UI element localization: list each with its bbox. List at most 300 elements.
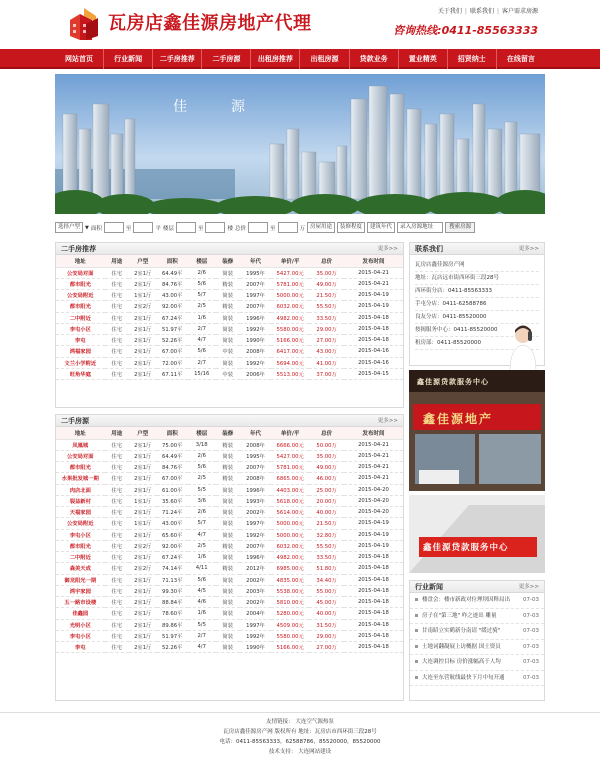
- cell-unit-price: 6417.00元: [271, 346, 309, 357]
- cell-layout: 2室1厅: [129, 335, 157, 346]
- news-title-text[interactable]: 大连至东营航线最快下月中旬开通: [422, 674, 505, 681]
- cell-decor: 简装: [216, 323, 240, 334]
- cell-total: 49.00万: [309, 462, 344, 473]
- cell-unit-price: 5580.00元: [271, 630, 309, 641]
- cell-unit-price: 5614.00元: [271, 507, 309, 518]
- news-list: [410, 593, 544, 686]
- cell-address[interactable]: 光明小区: [56, 619, 105, 630]
- cell-address[interactable]: 旺角华庭: [56, 368, 105, 379]
- cell-decor: 精装: [216, 462, 240, 473]
- cell-decor: 简装: [216, 357, 240, 368]
- news-item[interactable]: [410, 640, 544, 656]
- cell-usage: 住宅: [105, 346, 129, 357]
- nav-rent[interactable]: 出租房源: [300, 49, 349, 69]
- cell-unit-price: 5538.00元: [271, 585, 309, 596]
- cell-layout: 2室1厅: [129, 267, 157, 278]
- cell-date: 2015-04-18: [344, 597, 403, 608]
- bullet-icon: [415, 676, 418, 679]
- cell-area: 84.76平: [157, 462, 188, 473]
- news-title-text[interactable]: 房子在"第三地" 咋之迹出 雕量: [422, 612, 497, 619]
- news-more-link[interactable]: 更多>>: [518, 584, 539, 590]
- news-title-text[interactable]: 楼盘会：楼市新政对位理坝因释局出: [422, 597, 511, 603]
- cell-date: 2015-04-21: [344, 450, 403, 461]
- cell-area: 64.49平: [157, 267, 188, 278]
- cell-address[interactable]: 森美天成: [56, 563, 105, 574]
- table-row[interactable]: [56, 630, 403, 641]
- cell-date: 2015-04-19: [344, 518, 403, 529]
- cell-area: 67.24平: [157, 312, 188, 323]
- cell-year: 1992年: [240, 357, 271, 368]
- logo-icon[interactable]: [66, 6, 102, 42]
- cell-total: 43.00万: [309, 346, 344, 357]
- cell-year: 1992年: [240, 323, 271, 334]
- price-min-input[interactable]: [248, 222, 268, 233]
- customer-service-person-image: [506, 323, 540, 371]
- cell-layout: 2室2厅: [129, 301, 157, 312]
- table-row[interactable]: [56, 529, 403, 540]
- table-row[interactable]: [56, 552, 403, 563]
- cell-layout: 2室1厅: [129, 450, 157, 461]
- cell-usage: 住宅: [105, 529, 129, 540]
- contact-line: 瓦房店鑫佳源房产网: [415, 259, 539, 272]
- cell-date: 2015-04-19: [344, 540, 403, 551]
- floor-unit-label: 楼: [227, 225, 233, 232]
- cell-unit-price: 5810.00元: [271, 597, 309, 608]
- cell-address[interactable]: 公安局对面: [56, 450, 105, 461]
- table-row[interactable]: [56, 619, 403, 630]
- contact-title: 联系我们: [415, 245, 443, 253]
- cell-floor: 1/6: [188, 608, 216, 619]
- col-date: 发布时间: [344, 255, 403, 267]
- cell-floor: 2/6: [188, 450, 216, 461]
- table-row[interactable]: [56, 642, 403, 653]
- cell-decor: 简装: [216, 619, 240, 630]
- cell-address[interactable]: 五一路市设楼: [56, 597, 105, 608]
- cell-area: 75.00平: [157, 439, 188, 450]
- cell-date: 2015-04-15: [344, 368, 403, 379]
- cell-unit-price: 6032.00元: [271, 540, 309, 551]
- cell-layout: 2室1厅: [129, 484, 157, 495]
- cell-decor: 简装: [216, 642, 240, 653]
- cell-date: 2015-04-20: [344, 507, 403, 518]
- cell-layout: 2室1厅: [129, 552, 157, 563]
- loan-center-storefront-image[interactable]: [409, 370, 545, 491]
- cell-address[interactable]: 都市阳光: [56, 301, 105, 312]
- cell-area: 64.49平: [157, 450, 188, 461]
- house-type-select[interactable]: 选择户型: [55, 222, 83, 233]
- cell-layout: 2室1厅: [129, 312, 157, 323]
- cell-date: 2015-04-18: [344, 335, 403, 346]
- nav-agents[interactable]: 置业精英: [399, 49, 448, 69]
- cell-area: 89.86平: [157, 619, 188, 630]
- cell-unit-price: 5166.00元: [271, 642, 309, 653]
- address-input[interactable]: 录入房源地址: [397, 222, 443, 233]
- news-title-text[interactable]: 甘南昭立实鹤新分南请 "缓过骑": [422, 628, 501, 634]
- cell-unit-price: 5513.00元: [271, 368, 309, 379]
- cell-unit-price: 4403.00元: [271, 484, 309, 495]
- cell-area: 78.60平: [157, 608, 188, 619]
- cell-address[interactable]: 鸿宇家园: [56, 585, 105, 596]
- cell-layout: 2室1厅: [129, 619, 157, 630]
- cell-address[interactable]: 公安局对面: [56, 267, 105, 278]
- cell-year: 2003年: [240, 585, 271, 596]
- cell-area: 51.97平: [157, 323, 188, 334]
- news-item[interactable]: [410, 671, 544, 687]
- cell-layout: 2室1厅: [129, 608, 157, 619]
- cell-address[interactable]: 天福家园: [56, 507, 105, 518]
- year-select[interactable]: 建筑年代: [367, 222, 395, 233]
- table-row[interactable]: [56, 518, 403, 529]
- cell-date: 2015-04-16: [344, 346, 403, 357]
- table-row[interactable]: [56, 301, 403, 312]
- table-row[interactable]: [56, 473, 403, 484]
- cell-usage: 住宅: [105, 597, 129, 608]
- cell-layout: 2室1厅: [129, 473, 157, 484]
- ad1-top-sign: 鑫佳源贷款服务中心: [417, 378, 489, 386]
- contact-more-link[interactable]: 更多>>: [518, 246, 539, 252]
- cell-usage: 住宅: [105, 439, 129, 450]
- cell-layout: 1室1厅: [129, 518, 157, 529]
- table-row[interactable]: [56, 597, 403, 608]
- cell-layout: 2室1厅: [129, 642, 157, 653]
- cell-usage: 住宅: [105, 563, 129, 574]
- cell-address[interactable]: 都市阳光: [56, 278, 105, 289]
- cell-address[interactable]: 御龙阳光一期: [56, 574, 105, 585]
- col-decor: 装修: [216, 427, 240, 439]
- cell-layout: 2室1厅: [129, 529, 157, 540]
- banner-text-left: 佳: [173, 99, 189, 115]
- cell-address[interactable]: 二中附近: [56, 552, 105, 563]
- cell-area: 74.14平: [157, 563, 188, 574]
- cell-decor: 简装: [216, 450, 240, 461]
- cell-usage: 住宅: [105, 552, 129, 563]
- cell-area: 51.97平: [157, 630, 188, 641]
- table-row[interactable]: [56, 335, 403, 346]
- cell-address[interactable]: 公安局附近: [56, 518, 105, 529]
- floor-min-input[interactable]: [176, 222, 196, 233]
- cell-area: 52.26平: [157, 642, 188, 653]
- listings-table-body: [56, 439, 403, 653]
- cell-unit-price: 5427.00元: [271, 267, 309, 278]
- cell-area: 71.13平: [157, 574, 188, 585]
- cell-date: 2015-04-19: [344, 301, 403, 312]
- cell-address[interactable]: 李屯小区: [56, 630, 105, 641]
- loan-service-banner-image[interactable]: [409, 495, 545, 573]
- cell-decor: 精装: [216, 301, 240, 312]
- cell-floor: 5/6: [188, 462, 216, 473]
- cell-address[interactable]: 公安局附近: [56, 290, 105, 301]
- cell-year: 2008年: [240, 346, 271, 357]
- news-title-text[interactable]: 土地词翻凝展上访概据 国土资员: [422, 643, 501, 650]
- cell-year: 2006年: [240, 368, 271, 379]
- bullet-icon: [415, 614, 418, 617]
- decor-select[interactable]: 装修程度: [337, 222, 365, 233]
- listings-header-row: [56, 427, 403, 439]
- cell-decor: 简装: [216, 290, 240, 301]
- table-row[interactable]: [56, 484, 403, 495]
- cell-unit-price: 5781.00元: [271, 462, 309, 473]
- table-row[interactable]: [56, 357, 403, 368]
- cell-usage: 住宅: [105, 574, 129, 585]
- cell-year: 2007年: [240, 301, 271, 312]
- cell-total: 37.00万: [309, 368, 344, 379]
- cell-unit-price: 6666.00元: [271, 439, 309, 450]
- news-item[interactable]: [410, 655, 544, 671]
- banner-image: [55, 74, 545, 214]
- cell-unit-price: 5000.00元: [271, 290, 309, 301]
- cell-floor: 2/6: [188, 507, 216, 518]
- cell-decor: 简装: [216, 484, 240, 495]
- news-panel: [409, 580, 545, 701]
- banner-text-right: 源: [231, 99, 247, 115]
- cell-year: 1997年: [240, 619, 271, 630]
- cell-address[interactable]: 都市阳光: [56, 462, 105, 473]
- cell-usage: 住宅: [105, 357, 129, 368]
- area-max-input[interactable]: [133, 222, 153, 233]
- cell-total: 20.00万: [309, 495, 344, 506]
- cell-floor: 2/7: [188, 630, 216, 641]
- cell-usage: 住宅: [105, 642, 129, 653]
- cell-decor: 简装: [216, 335, 240, 346]
- table-row[interactable]: [56, 439, 403, 450]
- cell-date: 2015-04-18: [344, 642, 403, 653]
- cell-usage: 住宅: [105, 484, 129, 495]
- news-date: 07-03: [523, 643, 539, 650]
- cell-unit-price: 6985.00元: [271, 563, 309, 574]
- cell-unit-price: 5000.00元: [271, 518, 309, 529]
- cell-decor: 简装: [216, 507, 240, 518]
- nav-loan[interactable]: 贷款业务: [350, 49, 399, 69]
- col-date: 发布时间: [344, 427, 403, 439]
- cell-layout: 1室1厅: [129, 290, 157, 301]
- cell-date: 2015-04-21: [344, 439, 403, 450]
- cell-address[interactable]: 佳鑫园: [56, 608, 105, 619]
- cell-layout: 2室2厅: [129, 540, 157, 551]
- cell-decor: 简装: [216, 585, 240, 596]
- cell-date: 2015-04-19: [344, 529, 403, 540]
- col-usage: 用途: [105, 255, 129, 267]
- cell-date: 2015-04-21: [344, 278, 403, 289]
- floor-max-input[interactable]: [205, 222, 225, 233]
- cell-floor: 1/6: [188, 312, 216, 323]
- news-title-text[interactable]: 大连调控目标 房价涨幅高于人均: [422, 659, 501, 665]
- table-row[interactable]: [56, 608, 403, 619]
- cell-usage: 住宅: [105, 630, 129, 641]
- cell-address[interactable]: 李屯: [56, 642, 105, 653]
- area-min-input[interactable]: [104, 222, 124, 233]
- cell-total: 51.80万: [309, 563, 344, 574]
- cell-layout: 2室1厅: [129, 368, 157, 379]
- cell-address[interactable]: 凤凰城: [56, 439, 105, 450]
- cell-total: 25.00万: [309, 484, 344, 495]
- listings-table: [56, 427, 403, 653]
- cell-floor: 4/11: [188, 563, 216, 574]
- cell-unit-price: 6865.00元: [271, 473, 309, 484]
- nav-home[interactable]: 网站首页: [55, 49, 104, 69]
- listings-more-link[interactable]: 更多>>: [377, 418, 398, 424]
- top-link-demand[interactable]: 客户需求房源: [501, 8, 538, 15]
- table-row[interactable]: [56, 346, 403, 357]
- nav-resale[interactable]: 二手房源: [202, 49, 251, 69]
- col-area: 面积: [157, 255, 188, 267]
- table-row[interactable]: [56, 450, 403, 461]
- cell-floor: 1/6: [188, 552, 216, 563]
- cell-usage: 住宅: [105, 278, 129, 289]
- cell-address[interactable]: 李屯小区: [56, 323, 105, 334]
- cell-area: 92.00平: [157, 301, 188, 312]
- table-row[interactable]: [56, 267, 403, 278]
- price-label: 总价: [234, 225, 246, 232]
- col-address: 地址: [56, 427, 105, 439]
- cell-address[interactable]: 裂益新村: [56, 495, 105, 506]
- cell-date: 2015-04-18: [344, 552, 403, 563]
- cell-floor: 5/7: [188, 518, 216, 529]
- cell-address[interactable]: 水果批发城一期: [56, 473, 105, 484]
- news-date: 07-03: [523, 612, 539, 619]
- cell-address[interactable]: 肉店北面: [56, 484, 105, 495]
- col-total: 总价: [309, 427, 344, 439]
- recommend-more-link[interactable]: 更多>>: [377, 246, 398, 252]
- table-row[interactable]: [56, 585, 403, 596]
- table-row[interactable]: [56, 507, 403, 518]
- table-row[interactable]: [56, 278, 403, 289]
- nav-message[interactable]: 在线留言: [506, 55, 535, 63]
- cell-floor: 2/5: [188, 301, 216, 312]
- cell-total: 29.00万: [309, 323, 344, 334]
- site-title: 瓦房店鑫佳源房地产代理: [108, 13, 312, 34]
- cell-date: 2015-04-18: [344, 312, 403, 323]
- table-row[interactable]: [56, 462, 403, 473]
- cell-year: 2012年: [240, 563, 271, 574]
- table-row[interactable]: [56, 290, 403, 301]
- cell-unit-price: 4982.00元: [271, 552, 309, 563]
- col-year: 年代: [240, 255, 271, 267]
- cell-unit-price: 5618.00元: [271, 495, 309, 506]
- usage-select[interactable]: 房屋用途: [307, 222, 335, 233]
- cell-date: 2015-04-20: [344, 495, 403, 506]
- cell-total: 34.40万: [309, 574, 344, 585]
- cell-address[interactable]: 李屯小区: [56, 529, 105, 540]
- cell-usage: 住宅: [105, 267, 129, 278]
- cell-decor: 简装: [216, 312, 240, 323]
- nav-resale-recommend[interactable]: 二手房推荐: [153, 49, 202, 69]
- cell-layout: 2室1厅: [129, 585, 157, 596]
- cell-unit-price: 5694.00元: [271, 357, 309, 368]
- cell-usage: 住宅: [105, 312, 129, 323]
- table-row[interactable]: [56, 574, 403, 585]
- top-links: 关于我们 | 联系我们 | 客户需求房源: [437, 8, 538, 15]
- col-unit-price: 单价/平: [271, 427, 309, 439]
- table-row[interactable]: [56, 563, 403, 574]
- cell-address[interactable]: 二中附近: [56, 312, 105, 323]
- table-row[interactable]: [56, 540, 403, 551]
- cell-decor: 简装: [216, 597, 240, 608]
- cell-year: 2002年: [240, 574, 271, 585]
- cell-usage: 住宅: [105, 462, 129, 473]
- cell-decor: 精装: [216, 439, 240, 450]
- table-row[interactable]: [56, 368, 403, 379]
- cell-date: 2015-04-18: [344, 323, 403, 334]
- cell-year: 2002年: [240, 597, 271, 608]
- cell-layout: 2室1厅: [129, 462, 157, 473]
- table-row[interactable]: [56, 323, 403, 334]
- footer-copyright: 瓦房店鑫佳源房产网 版权所有 地址：瓦房店市西环街三段28号: [223, 729, 377, 735]
- cell-decor: 简装: [216, 267, 240, 278]
- cell-decor: 简装: [216, 608, 240, 619]
- cell-address[interactable]: 鸿福家园: [56, 346, 105, 357]
- footer-friend-links[interactable]: 友情链接： 大连空气源热泵: [266, 719, 334, 725]
- cell-date: 2015-04-21: [344, 473, 403, 484]
- news-item[interactable]: [410, 609, 544, 625]
- cell-area: 84.76平: [157, 278, 188, 289]
- cell-decor: 简装: [216, 495, 240, 506]
- cell-area: 43.00平: [157, 518, 188, 529]
- news-item[interactable]: [410, 624, 544, 640]
- cell-area: 67.11平: [157, 368, 188, 379]
- cell-total: 40.00万: [309, 507, 344, 518]
- nav-jobs[interactable]: 招贤纳士: [448, 49, 497, 69]
- recommend-table: [56, 255, 403, 380]
- price-max-input[interactable]: [278, 222, 298, 233]
- cell-year: 2007年: [240, 462, 271, 473]
- search-button[interactable]: 搜索房源: [445, 222, 475, 233]
- cell-layout: 2室1厅: [129, 439, 157, 450]
- cell-total: 29.00万: [309, 630, 344, 641]
- cell-floor: 3/18: [188, 439, 216, 450]
- table-row[interactable]: [56, 495, 403, 506]
- cell-floor: 5/6: [188, 346, 216, 357]
- news-date: 07-03: [523, 674, 539, 681]
- city-skyline-image: [55, 74, 545, 214]
- cell-total: 33.50万: [309, 552, 344, 563]
- nav-rent-recommend[interactable]: 出租房推荐: [251, 49, 300, 69]
- cell-address[interactable]: 文兰小学附近: [56, 357, 105, 368]
- bullet-icon: [415, 629, 418, 632]
- cell-address[interactable]: 李屯: [56, 335, 105, 346]
- cell-floor: 4/6: [188, 597, 216, 608]
- col-floor: 楼层: [188, 427, 216, 439]
- news-item[interactable]: [410, 593, 544, 609]
- cell-year: 1992年: [240, 630, 271, 641]
- contact-line: 按揭服务中心：0411-85520000: [415, 324, 539, 337]
- cell-total: 50.00万: [309, 439, 344, 450]
- cell-area: 99.30平: [157, 585, 188, 596]
- col-area: 面积: [157, 427, 188, 439]
- table-row[interactable]: [56, 312, 403, 323]
- top-link-contact[interactable]: 联系我们: [469, 8, 494, 15]
- cell-year: 1992年: [240, 529, 271, 540]
- cell-total: 35.00万: [309, 450, 344, 461]
- nav-news[interactable]: 行业新闻: [104, 49, 153, 69]
- price-to-label: 至: [269, 225, 276, 232]
- cell-decor: 简装: [216, 518, 240, 529]
- cell-decor: 简装: [216, 552, 240, 563]
- cell-total: 55.00万: [309, 585, 344, 596]
- cell-unit-price: 5427.00元: [271, 450, 309, 461]
- news-date: 07-03: [523, 659, 539, 665]
- top-link-about[interactable]: 关于我们: [437, 8, 462, 15]
- cell-total: 55.50万: [309, 540, 344, 551]
- cell-floor: 5/5: [188, 484, 216, 495]
- news-date: 07-03: [523, 597, 539, 603]
- cell-date: 2015-04-18: [344, 574, 403, 585]
- col-usage: 用途: [105, 427, 129, 439]
- cell-usage: 住宅: [105, 335, 129, 346]
- site-footer: [0, 712, 600, 770]
- cell-address[interactable]: 都市阳光: [56, 540, 105, 551]
- cell-area: 61.00平: [157, 484, 188, 495]
- col-layout: 户型: [129, 427, 157, 439]
